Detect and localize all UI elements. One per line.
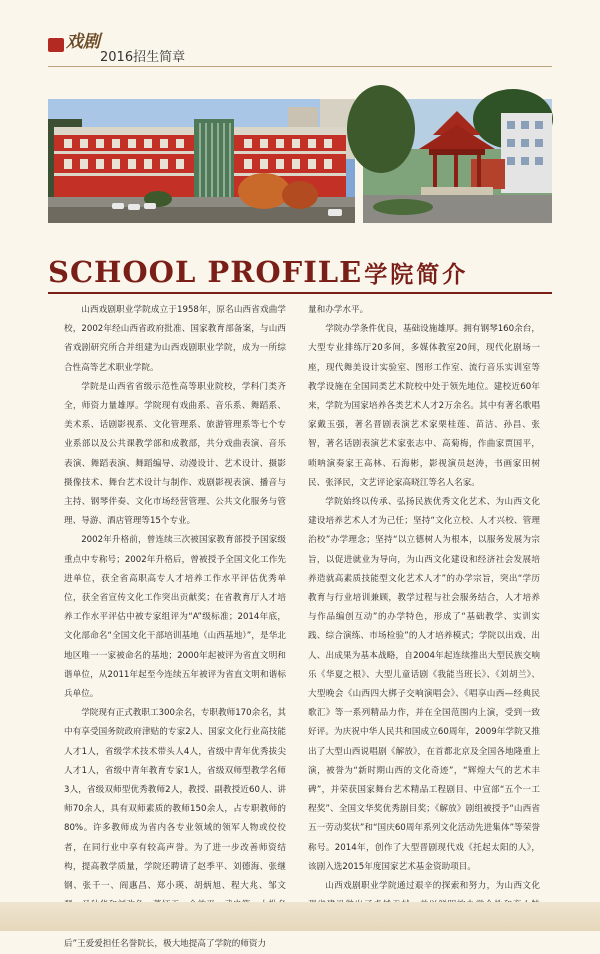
paragraph-facilities: 学院办学条件优良，基础设施雄厚。拥有钢琴160余台，大型专业排练厅20多间，多媒体教室20间，现代化剧场一座，现代舞美设计实验室、图形工作室、流行音乐实训室等教学设施在全国同类艺术院校中处于领先地位。建校近60年来，学院为国家培养各类艺术人才2万余名。其中有著名歌唱家戴玉强，著名晋剧表演艺术家栗桂莲、苗洁、孙昌、张智，著名话剧表演艺术家张志中、高菊梅，作曲家贾国平，唢呐演奏家王高林、石海彬，影视演员赵涛，书画家田树民、张泽民，文艺评论家高晓江等名人名家。: [308, 324, 540, 488]
heading-divider: [48, 292, 552, 294]
campus-building-photo: [48, 99, 355, 223]
pavilion-photo: [363, 99, 552, 223]
paragraph-faculty: 学院现有正式教职工300余名，专职教师170余名，其中有享受国务院政府津贴的专家2人、国家文化行业高技能人才1人，省级学术技术带头人4人，省级中青年优秀拔尖人才1人，省级中青年教育专家1人，省级双师型教学名师3人，省级双师型优秀教师2人，教授、副教授近60人、讲师70余人，具有双师素质的教师150余人，占专职教师的80%。许多教师成为省内各专业领域的领军人物或佼佼者，在同行业中享有较高声誉。为了进一步改善师资结构，提高教学质量，学院还聘请了赵季平、刘德海、张继钢、张千一、阎惠昌、郑小瑛、胡炳旭、程大兆、邹文 后”王爱爱担任名誉院长，极大地提高了学院的师资力: [64, 708, 286, 949]
paragraph-honors: 2002年升格前，曾连续三次被国家教育部授予国家级重点中专称号；2002年升格后，曾被授予全国文化工作先进单位，获全省高职高专人才培养工作水平评估优秀单位，获全省宣传文化工作突出贡献奖；在省教育厅人才培养工作水平评估中被专家组评为“A”级标准；2014年底，文化部命名“全国文化干部培训基地（山西基地）”，是华北地区唯一一家被命名的基地；2000年起被评为省直文明和谐单位，从2011年起至今连续五年被评为省直文明和谐标兵单位。: [64, 535, 286, 700]
logo-mark: [48, 38, 64, 52]
left-text-column: [64, 301, 286, 949]
page-header: [0, 0, 600, 80]
footer-band: [0, 902, 600, 931]
right-text-column: [308, 301, 540, 892]
paragraph-departments: 学院是山西省省级示范性高等职业院校，学科门类齐全，师资力量雄厚。学院现有戏曲系、音乐系、舞蹈系、美术系、话剧影视系、文化管理系、旅游管理系等七个专业系部以及公共课教学部和成教部，共分戏曲表演、音乐表演、舞蹈表演、舞蹈编导、动漫设计、艺术设计、摄影摄像技术、舞台艺术设计与制作、戏剧影视表演、播音与主持、钢琴伴奏、文化市场经营管理、公共文化服务与管理、导游、酒店管理等15个专业。: [64, 381, 286, 527]
header-divider: [48, 66, 552, 67]
section-heading: [48, 254, 552, 290]
heading-chinese: 学院简介: [364, 262, 469, 288]
paragraph-mission: 学院始终以传承、弘扬民族优秀文化艺术、为山西文化建设培养艺术人才为己任；坚持“文化立校、人才兴校、管理治校”办学理念；坚持“以立德树人为根本，以服务发展为宗旨，以促进就业为导向，为山西文化建设和经济社会发展培养造就高素质技能型文化艺术人才”的办学宗旨，突出“学历教育与行业培训兼顾，教学过程与社会服务结合，人才培养与作品编创互动”的办学特色，形成了“基础教学、实训实践、综合演练、市场检验”的人才培养模式；学院以出戏、出人、出成果为基本战略，自2004年起连续推出大型民族交响乐《华夏之根》、大型儿童话剧《我能当班长》、《刘胡兰》、大型晚会《山西四大梆子交响演唱会》、《唱享山西—经典民歌汇》等一系列精品力作，并在全国范围内上演，受到一致好评。为庆祝中华人民共和国成立60周年，2009年学院又推出了大型山西说唱剧《解放》，在首都北京及全国各地隆重上演，被誉为“新时期山西的文化奇迹”，“辉煌大气的艺术丰碑”，并荣获国家舞台艺术精品工程剧目、中宣部“五个一工程奖”、全国文华奖优秀剧目奖；《解放》剧组被授予“山西省五一劳动奖状”和“国庆60周年系列文化活动先进集体”等荣誉称号。2014年，创作了大型晋剧现代戏《托起太阳的人》，该剧入选2015年度国家艺术基金资助项目。: [308, 497, 540, 872]
paragraph-founding: 山西戏剧职业学院成立于1958年，原名山西省戏曲学校，2002年经山西省政府批准、国家教育部备案，与山西省戏剧研究所合并组建为山西戏剧职业学院，成为一所综合性高等艺术职业学院。: [64, 305, 286, 373]
heading-english: SCHOOL PROFILE: [48, 255, 363, 289]
brochure-title: 2016招生简章: [100, 50, 186, 65]
logo-script: 戏剧: [66, 32, 100, 52]
paragraph-conclusion: 山西戏剧职业学院通过艰辛的探索和努力，为山西文化: [325, 881, 540, 892]
paragraph-continuation: 量和办学水平。: [308, 305, 369, 315]
